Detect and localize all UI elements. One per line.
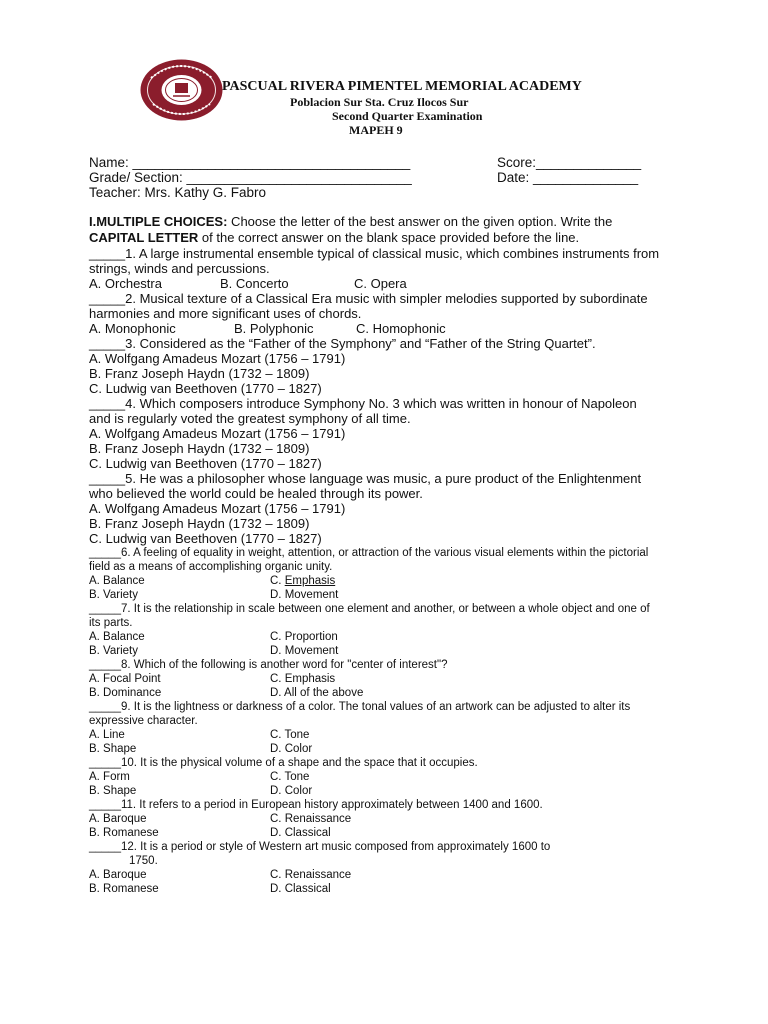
- options-row: [89, 742, 661, 756]
- option-c: C. Proportion: [270, 631, 338, 643]
- exam-header: [0, 0, 768, 145]
- options-row: [89, 588, 661, 602]
- option-c: C. Homophonic: [356, 321, 446, 336]
- options-row: [89, 686, 661, 700]
- school-seal-icon: [139, 58, 224, 122]
- option-b: B. Variety: [89, 645, 138, 657]
- option-a: A. Form: [89, 771, 130, 783]
- option-a: A. Baroque: [89, 869, 147, 881]
- exam-title: Second Quarter Examination: [332, 109, 483, 123]
- question-text: _____3. Considered as the “Father of the Symphony” and “Father of the String Quartet”.: [89, 336, 596, 351]
- question-text: _____9. It is the lightness or darkness of a color. The tonal values of an artwork can be adjusted to alter its expressive character.: [89, 701, 631, 727]
- question-text: _____2. Musical texture of a Classical Era music with simpler melodies supported by subordinate harmonies and more significant uses of chords.: [89, 291, 648, 321]
- question-10: [89, 756, 661, 798]
- option-c: C. Renaissance: [270, 813, 352, 825]
- question-text: _____10. It is the physical volume of a shape and the space that it occupies.: [89, 757, 478, 769]
- school-name: PASCUAL RIVERA PIMENTEL MEMORIAL ACADEMY: [222, 79, 582, 94]
- options-row: [89, 630, 661, 644]
- option-c: C. Tone: [270, 729, 310, 741]
- question-4: [89, 396, 661, 471]
- question-text: _____4. Which composers introduce Symphony No. 3 which was written in honour of Napoleon and is regularly voted the greatest symphony of all time.: [89, 396, 637, 426]
- option-b: B. Concerto: [220, 276, 289, 291]
- option-c: C. Tone: [270, 771, 310, 783]
- option-b: B. Variety: [89, 589, 138, 601]
- option-b: B. Franz Joseph Haydn (1732 – 1809): [89, 441, 310, 456]
- question-8: [89, 658, 661, 700]
- question-6: [89, 546, 661, 602]
- question-12: [89, 840, 661, 896]
- instructions-heading: I.MULTIPLE CHOICES:: [89, 214, 228, 229]
- option-a: A. Wolfgang Amadeus Mozart (1756 – 1791): [89, 351, 346, 366]
- subject-title: MAPEH 9: [349, 123, 403, 137]
- option-a: A. Line: [89, 729, 125, 741]
- options-row: [89, 868, 661, 882]
- question-text: _____5. He was a philosopher whose language was music, a pure product of the Enlightenment who believed the world could be healed through its power.: [89, 471, 642, 501]
- instructions-text-2: of the correct answer on the blank space provided before the line.: [198, 230, 580, 245]
- option-b: B. Franz Joseph Haydn (1732 – 1809): [89, 366, 310, 381]
- options-row: [89, 826, 661, 840]
- option-d: D. Color: [270, 743, 313, 755]
- question-2: [89, 291, 661, 336]
- art-questions: [89, 546, 661, 896]
- option-d: D. Classical: [270, 883, 331, 895]
- options-row: [89, 672, 661, 686]
- option-a: A. Wolfgang Amadeus Mozart (1756 – 1791): [89, 426, 346, 441]
- question-text: _____11. It refers to a period in European history approximately between 1400 and 1600.: [89, 799, 543, 811]
- option-d: D. All of the above: [270, 687, 364, 699]
- options-row: [89, 644, 661, 658]
- option-b: B. Shape: [89, 743, 137, 755]
- options-row: [89, 812, 661, 826]
- option-c: C. Ludwig van Beethoven (1770 – 1827): [89, 456, 322, 471]
- question-7: [89, 602, 661, 658]
- option-b: B. Franz Joseph Haydn (1732 – 1809): [89, 516, 310, 531]
- question-9: [89, 700, 661, 756]
- option-b: B. Polyphonic: [234, 321, 314, 336]
- option-a: A. Balance: [89, 631, 145, 643]
- option-c: C. Emphasis: [270, 575, 336, 587]
- grade-section-field: Grade/ Section: ______________________________: [89, 170, 412, 185]
- question-1: [89, 246, 661, 291]
- instructions-caps: CAPITAL LETTER: [89, 230, 199, 245]
- question-text: _____6. A feeling of equality in weight, attention, or attraction of the various visual elements within the pictorial field as a means of accomplishing organic unity.: [89, 547, 649, 573]
- options-row: [89, 321, 661, 336]
- options-row: [89, 276, 661, 291]
- option-a: A. Monophonic: [89, 321, 176, 336]
- option-b: B. Romanese: [89, 827, 159, 839]
- options-row: [89, 574, 661, 588]
- question-text-continued: 1750.: [129, 855, 158, 867]
- option-c: C. Ludwig van Beethoven (1770 – 1827): [89, 531, 322, 546]
- instructions-text-1: Choose the letter of the best answer on the given option. Write the: [227, 214, 613, 229]
- instructions: [89, 214, 661, 246]
- school-address: Poblacion Sur Sta. Cruz Ilocos Sur: [290, 95, 469, 109]
- question-text: _____12. It is a period or style of Western art music composed from approximately 1600 to: [89, 841, 551, 853]
- teacher-line: Teacher: Mrs. Kathy G. Fabro: [89, 185, 267, 200]
- question-5: [89, 471, 661, 546]
- option-d: D. Color: [270, 785, 313, 797]
- options-row: [89, 728, 661, 742]
- date-field: Date: ______________: [497, 170, 639, 185]
- option-a: A. Orchestra: [89, 276, 162, 291]
- options-row: [89, 770, 661, 784]
- question-3: [89, 336, 661, 396]
- question-11: [89, 798, 661, 840]
- question-text: _____1. A large instrumental ensemble typical of classical music, which combines instruments from strings, winds and percussions.: [89, 246, 660, 276]
- option-c: C. Opera: [354, 276, 407, 291]
- option-a: A. Baroque: [89, 813, 147, 825]
- exam-body: [89, 214, 661, 896]
- option-b: B. Dominance: [89, 687, 162, 699]
- question-text: _____8. Which of the following is another word for "center of interest"?: [89, 659, 448, 671]
- name-field: Name: _____________________________________: [89, 155, 411, 170]
- option-d: D. Movement: [270, 645, 339, 657]
- option-a: A. Wolfgang Amadeus Mozart (1756 – 1791): [89, 501, 346, 516]
- option-c: C. Emphasis: [270, 673, 336, 685]
- score-field: Score:______________: [497, 155, 642, 170]
- option-c: C. Ludwig van Beethoven (1770 – 1827): [89, 381, 322, 396]
- options-row: [89, 882, 661, 896]
- option-d: D. Classical: [270, 827, 331, 839]
- option-b: B. Shape: [89, 785, 137, 797]
- option-a: A. Focal Point: [89, 673, 161, 685]
- option-d: D. Movement: [270, 589, 339, 601]
- question-text: _____7. It is the relationship in scale between one element and another, or between a whole object and one of its parts.: [89, 603, 650, 629]
- option-b: B. Romanese: [89, 883, 159, 895]
- option-a: A. Balance: [89, 575, 145, 587]
- options-row: [89, 784, 661, 798]
- option-c: C. Renaissance: [270, 869, 352, 881]
